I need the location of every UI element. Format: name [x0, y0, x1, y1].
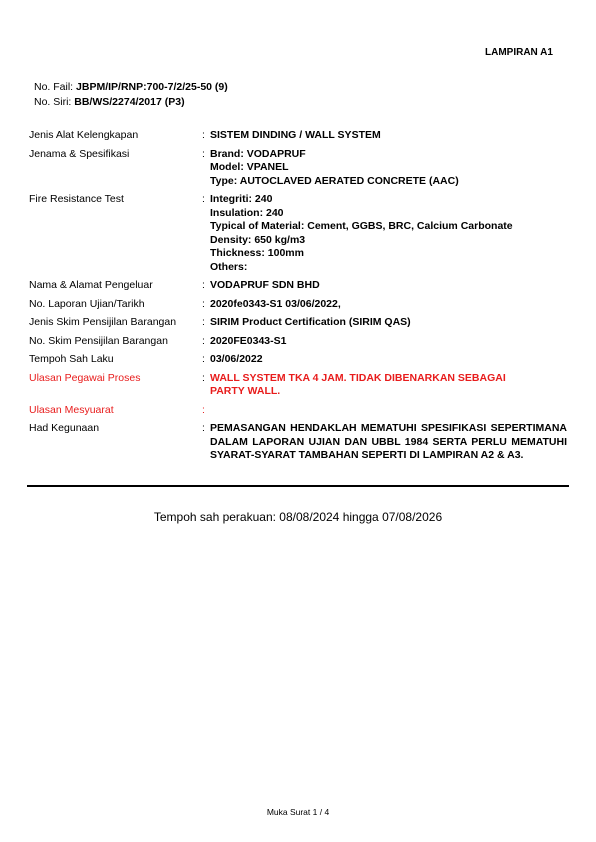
row-colon: :: [202, 316, 205, 328]
value-line: 03/06/2022: [210, 353, 263, 365]
row-fire-resistance: [29, 193, 567, 274]
row-colon: :: [202, 147, 205, 160]
row-validity-period: [29, 353, 567, 367]
serial-number-label: No. Siri:: [34, 96, 72, 108]
row-certification-number: [29, 335, 567, 349]
row-test-report: [29, 298, 567, 312]
value-line: Others:: [210, 260, 248, 273]
row-colon: :: [202, 371, 205, 384]
row-colon: :: [202, 403, 205, 416]
value-line: Integriti: 240: [210, 193, 273, 205]
row-value: [210, 335, 567, 349]
value-paragraph: PEMASANGAN HENDAKLAH MEMATUHI SPESIFIKASI SEPERTIMANA DALAM LAPORAN UJIAN DAN UBBL 1984 SERTA PERLU MEMATUHI SYARAT-SYARAT TAMBAHAN SEPERTI DI LAMPIRAN A2 & A3.: [210, 422, 567, 461]
row-certification-scheme: [29, 316, 567, 330]
row-label: Ulasan Mesyuarat: [29, 403, 114, 416]
row-equipment-type: [29, 129, 567, 143]
file-number-label: No. Fail:: [34, 81, 74, 93]
value-line: Insulation: 240: [210, 206, 284, 219]
row-usage-limits: [29, 422, 567, 463]
value-line: WALL SYSTEM TKA 4 JAM. TIDAK DIBENARKAN SEBAGAI: [210, 371, 506, 384]
row-officer-remarks: [29, 372, 567, 399]
appendix-label: LAMPIRAN A1: [485, 47, 553, 58]
row-value: [210, 298, 567, 312]
divider-rule: [27, 485, 569, 487]
row-value: [210, 353, 567, 367]
row-label: Had Kegunaan: [29, 422, 100, 434]
row-value: [210, 316, 567, 330]
value-line: SISTEM DINDING / WALL SYSTEM: [210, 129, 381, 141]
validity-middle: hingga: [339, 510, 383, 524]
value-line: VODAPRUF SDN BHD: [210, 279, 320, 291]
row-colon: :: [202, 193, 205, 205]
row-colon: :: [202, 129, 205, 141]
value-line: 2020FE0343-S1: [210, 334, 287, 347]
file-number-value: JBPM/IP/RNP:700-7/2/25-50 (9): [76, 81, 228, 93]
validity-prefix: Tempoh sah perakuan:: [153, 510, 280, 524]
value-line: Density: 650 kg/m3: [210, 233, 306, 246]
row-value: [210, 148, 567, 189]
row-value: [210, 422, 567, 463]
row-label: Ulasan Pegawai Proses: [29, 371, 141, 384]
row-label: No. Skim Pensijilan Barangan: [29, 334, 168, 347]
row-colon: :: [202, 297, 205, 310]
serial-number-value: BB/WS/2274/2017 (P3): [74, 96, 185, 108]
row-value: [210, 372, 567, 399]
page-number: Muka Surat 1 / 4: [266, 807, 330, 817]
value-line: Type: AUTOCLAVED AERATED CONCRETE (AAC): [210, 174, 459, 187]
value-line: PARTY WALL.: [210, 385, 281, 397]
certificate-validity: [0, 510, 596, 524]
serial-number: [34, 95, 185, 110]
value-line: Model: VPANEL: [210, 161, 289, 173]
row-label: Jenama & Spesifikasi: [29, 147, 130, 160]
file-number: [34, 80, 228, 95]
value-line: Typical of Material: Cement, GGBS, BRC, Calcium Carbonate: [210, 220, 513, 232]
row-brand-spec: [29, 148, 567, 189]
row-colon: :: [202, 279, 205, 291]
row-value: [210, 404, 567, 418]
validity-to: 07/08/2026: [382, 510, 443, 524]
row-colon: :: [202, 422, 205, 434]
row-manufacturer: [29, 279, 567, 293]
row-label: Tempoh Sah Laku: [29, 353, 114, 365]
row-meeting-remarks: [29, 404, 567, 418]
row-colon: :: [202, 334, 205, 347]
value-line: SIRIM Product Certification (SIRIM QAS): [210, 316, 411, 328]
validity-from: 08/08/2024: [279, 510, 340, 524]
details-table: [29, 129, 567, 463]
value-line: 2020fe0343-S1 03/06/2022,: [210, 297, 341, 310]
row-label: Jenis Skim Pensijilan Barangan: [29, 316, 177, 328]
value-line: Thickness: 100mm: [210, 247, 304, 259]
row-value: [210, 193, 567, 274]
value-line: Brand: VODAPRUF: [210, 147, 306, 160]
row-colon: :: [202, 353, 205, 365]
row-label: Jenis Alat Kelengkapan: [29, 129, 139, 141]
row-label: No. Laporan Ujian/Tarikh: [29, 297, 145, 310]
row-label: Fire Resistance Test: [29, 193, 124, 205]
row-value: [210, 279, 567, 293]
row-label: Nama & Alamat Pengeluar: [29, 279, 153, 291]
row-value: [210, 129, 567, 143]
